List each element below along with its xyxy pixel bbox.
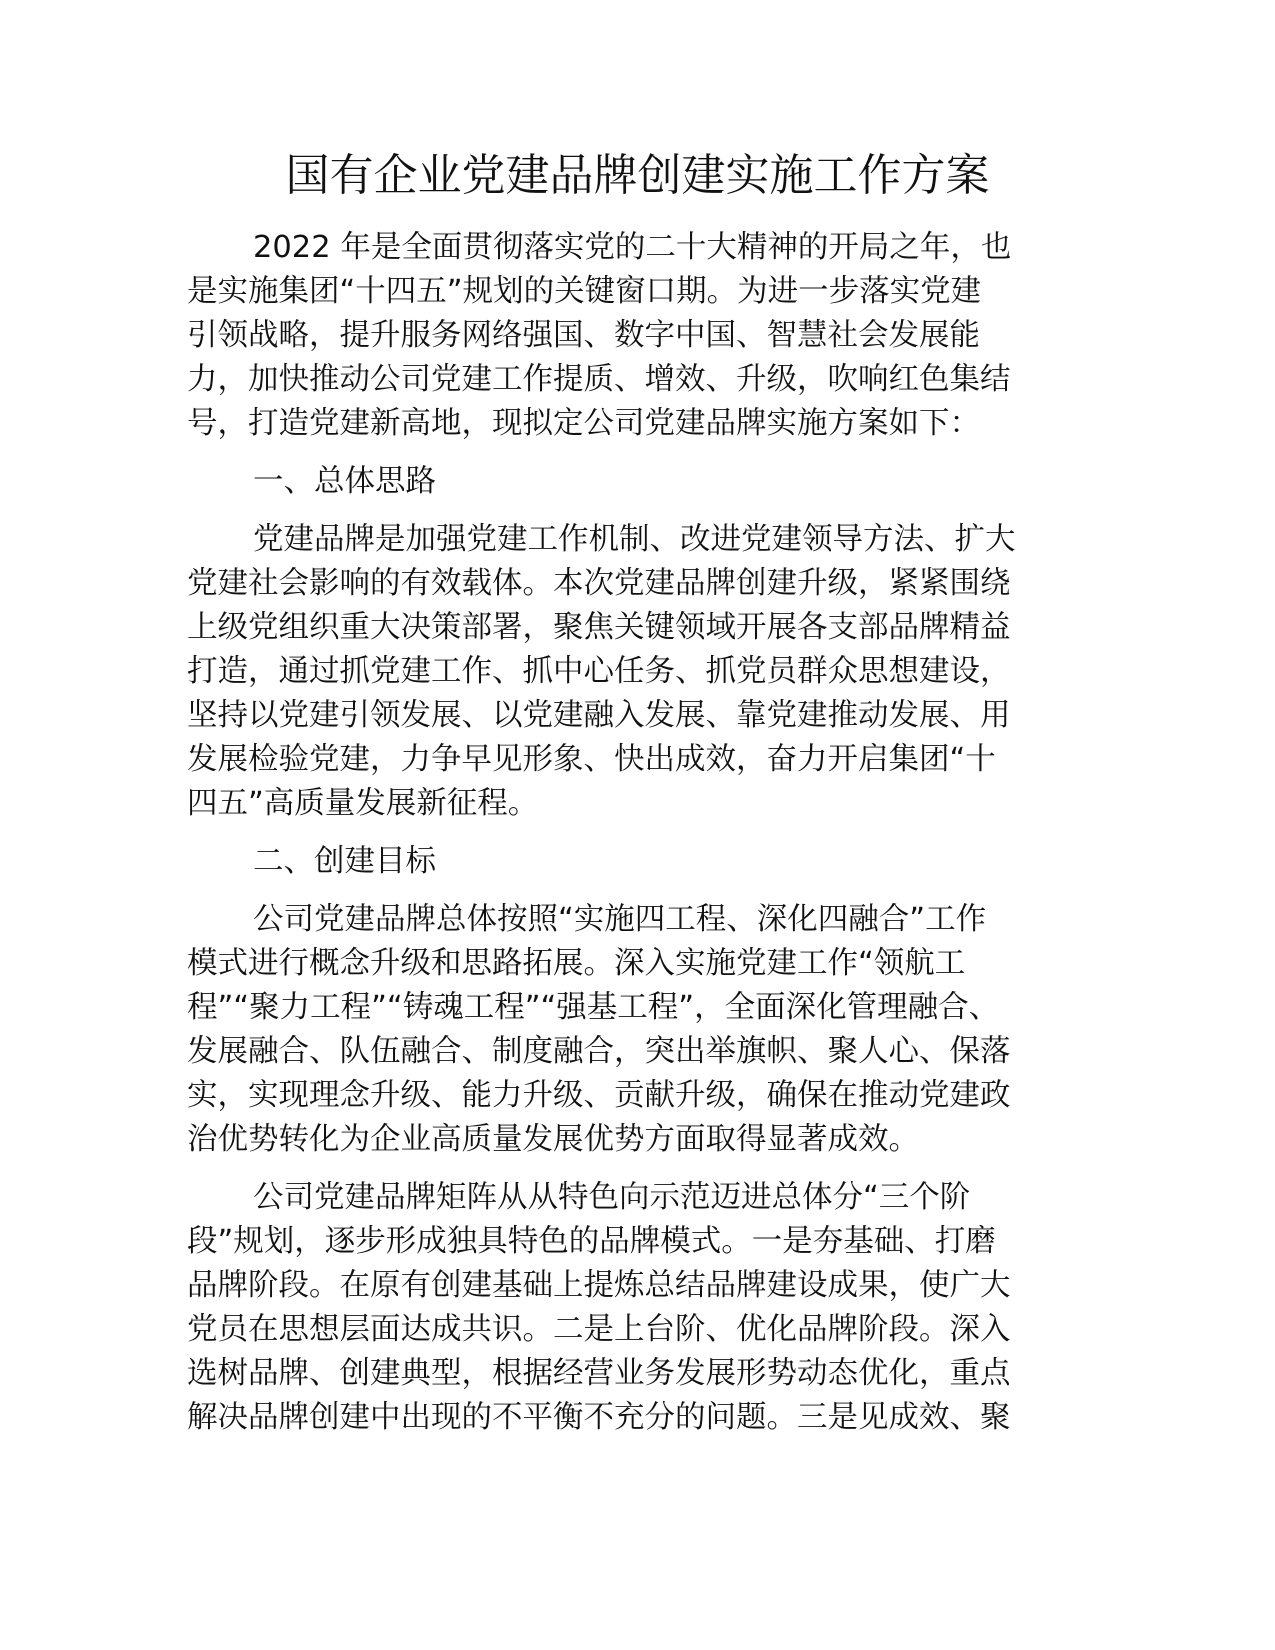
text-line: 公司党建品牌总体按照“实施四工程、深化四融合”工作 bbox=[253, 902, 987, 937]
text-line: 2022 年是全面贯彻落实党的二十大精神的开局之年，也 bbox=[253, 230, 1012, 265]
paragraph-goals bbox=[187, 898, 1087, 1162]
text-line: 打造，通过抓党建工作、抓中心任务、抓党员群众思想建设， bbox=[187, 654, 1011, 689]
text-line: 引领战略，提升服务网络强国、数字中国、智慧社会发展能 bbox=[187, 318, 980, 353]
section-heading-1 bbox=[187, 460, 1087, 504]
text-line: 是实施集团“十四五”规划的关键窗口期。为进一步落实党建 bbox=[187, 274, 982, 309]
text-line: 解决品牌创建中出现的不平衡不充分的问题。三是见成效、聚 bbox=[187, 1400, 1011, 1435]
text-line: 发展检验党建，力争早见形象、快出成效，奋力开启集团“十 bbox=[187, 742, 996, 777]
text-line: 治优势转化为企业高质量发展优势方面取得显著成效。 bbox=[187, 1122, 919, 1157]
text-line: 段”规划，逐步形成独具特色的品牌模式。一是夯基础、打磨 bbox=[187, 1224, 996, 1259]
text-line: 坚持以党建引领发展、以党建融入发展、靠党建推动发展、用 bbox=[187, 698, 1011, 733]
paragraph-brand-matrix bbox=[187, 1176, 1087, 1440]
text-line: 公司党建品牌矩阵从从特色向示范迈进总体分“三个阶 bbox=[253, 1180, 971, 1215]
text-line: 发展融合、队伍融合、制度融合，突出举旗帜、聚人心、保落 bbox=[187, 1034, 1011, 1069]
heading-line: 一、总体思路 bbox=[253, 464, 436, 499]
document-title: 国有企业党建品牌创建实施工作方案 bbox=[285, 150, 990, 201]
text-line: 力，加快推动公司党建工作提质、增效、升级，吹响红色集结 bbox=[187, 362, 1011, 397]
text-line: 党员在思想层面达成共识。二是上台阶、优化品牌阶段。深入 bbox=[187, 1312, 1011, 1347]
text-line: 程”“聚力工程”“铸魂工程”“强基工程”，全面深化管理融合、 bbox=[187, 990, 1000, 1025]
text-line: 选树品牌、创建典型，根据经营业务发展形势动态优化，重点 bbox=[187, 1356, 1011, 1391]
text-line: 上级党组织重大决策部署，聚焦关键领域开展各支部品牌精益 bbox=[187, 610, 1011, 645]
text-line: 实，实现理念升级、能力升级、贡献升级，确保在推动党建政 bbox=[187, 1078, 1011, 1113]
text-line: 模式进行概念升级和思路拓展。深入实施党建工作“领航工 bbox=[187, 946, 966, 981]
text-line: 党建品牌是加强党建工作机制、改进党建领导方法、扩大 bbox=[253, 522, 1016, 557]
section-heading-2 bbox=[187, 840, 1087, 884]
text-line: 号，打造党建新高地，现拟定公司党建品牌实施方案如下： bbox=[187, 406, 980, 441]
text-line: 四五”高质量发展新征程。 bbox=[187, 786, 539, 821]
paragraph-overall-approach bbox=[187, 518, 1087, 826]
text-line: 党建社会影响的有效载体。本次党建品牌创建升级，紧紧围绕 bbox=[187, 566, 1011, 601]
document-body bbox=[187, 226, 1087, 1454]
heading-line: 二、创建目标 bbox=[253, 844, 436, 879]
text-line: 品牌阶段。在原有创建基础上提炼总结品牌建设成果，使广大 bbox=[187, 1268, 1011, 1303]
paragraph-intro bbox=[187, 226, 1087, 446]
